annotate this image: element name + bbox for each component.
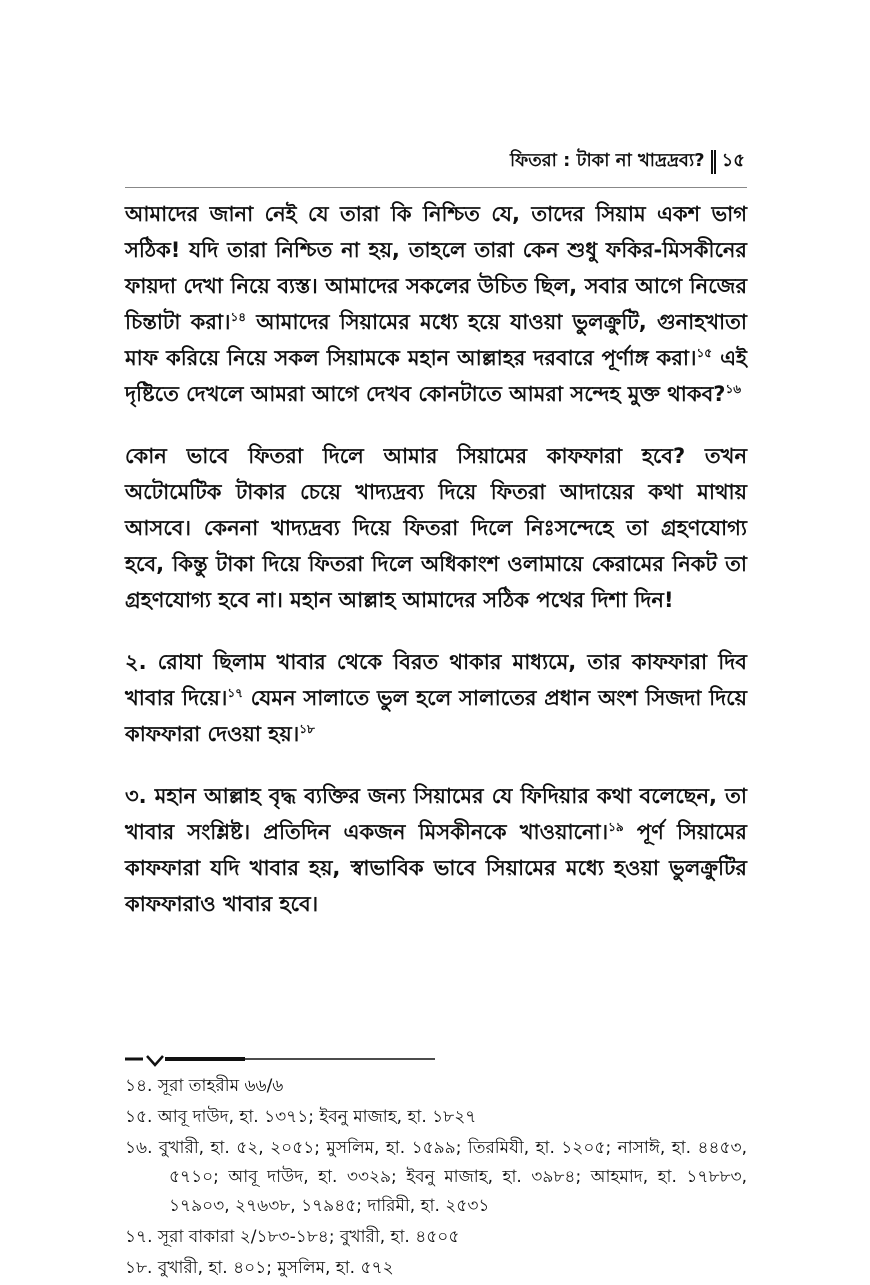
paragraph-1-text-a: আমাদের জানা নেই যে তারা কি নিশ্চিত যে, তাদের সিয়াম একশ ভাগ সঠিক! যদি তারা নিশ্চিত না হয়, তাহলে তারা কেন শুধু ফকির-মিসকীনের ফায়দা দেখা নিয়ে ব্যস্ত। আমাদের সকলের উচিত ছিল, সবার আগে নিজের চিন্তাটা করা। — [125, 202, 747, 334]
header-double-bar — [711, 150, 716, 174]
footnote-17: ১৭. সূরা বাকারা ২/১৮৩-১৮৪; বুখারী, হা. ৪৫০৫ — [125, 1227, 460, 1247]
footnote-ref-17: ১৭ — [227, 686, 243, 700]
paragraph-1-text-c: এই দৃষ্টিতে দেখলে আমরা আগে দেখব কোনটাতে আমরা সন্দেহ মুক্ত থাকব? — [125, 346, 747, 406]
paragraph-1-text-b: আমাদের সিয়ামের মধ্যে হয়ে যাওয়া ভুলক্রুটি, গুনাহখাতা মাফ করিয়ে নিয়ে সকল সিয়ামকে মহান আল্লাহর দরবারে পূর্ণাঙ্গ করা। — [125, 310, 747, 370]
paragraph-2 — [125, 438, 747, 618]
paragraph-4 — [125, 778, 747, 922]
paragraph-2-text: কোন ভাবে ফিতরা দিলে আমার সিয়ামের কাফফারা হবে? তখন অটোমেটিক টাকার চেয়ে খাদ্যদ্রব্য দিয়ে ফিতরা আদায়ের কথা মাথায় আসবে। কেননা খাদ্যদ্রব্য দিয়ে ফিতরা দিলে নিঃসন্দেহে তা গ্রহণযোগ্য হবে, কিন্তু টাকা দিয়ে ফিতরা দিলে অধিকাংশ ওলামায়ে কেরামের নিকট তা গ্রহণযোগ্য হবে না। মহান আল্লাহ আমাদের সঠিক পথের দিশা দিন! — [125, 444, 747, 612]
header-rule — [125, 187, 747, 188]
body-text — [125, 196, 747, 948]
footnote-15: ১৫. আবূ দাউদ, হা. ১৩৭১; ইবনু মাজাহ, হা. ১৮২৭ — [125, 1107, 477, 1127]
running-header-title: ফিতরা : টাকা না খাদ্রদ্রব্য? — [509, 150, 705, 171]
paragraph-3-text-a: ২. রোযা ছিলাম খাবার থেকে বিরত থাকার মাধ্যমে, তার কাফফারা দিব খাবার দিয়ে। — [125, 650, 747, 710]
paragraph-1 — [125, 196, 747, 412]
footnote-ref-15: ১৫ — [696, 346, 713, 360]
running-header — [510, 146, 745, 177]
footnote-18: ১৮. বুখারী, হা. ৪০১; মুসলিম, হা. ৫৭২ — [125, 1258, 394, 1278]
footnote-ref-19: ১৯ — [608, 820, 624, 834]
paragraph-3 — [125, 644, 747, 752]
footnote-ref-14: ১৪ — [230, 310, 247, 324]
footnote-ref-18: ১৮ — [299, 722, 315, 736]
footnote-14: ১৪. সূরা তাহরীম ৬৬/৬ — [125, 1076, 284, 1096]
paragraph-4-text-a: ৩. মহান আল্লাহ বৃদ্ধ ব্যক্তির জন্য সিয়ামের যে ফিদিয়ার কথা বলেছেন, তা খাবার সংশ্লিষ্ট। প্রতিদিন একজন মিসকীনকে খাওয়ানো। — [125, 784, 747, 844]
footnote-divider — [125, 1055, 435, 1067]
footnote-16: ১৬. বুখারী, হা. ৫২, ২০৫১; মুসলিম, হা. ১৫৯৯; তিরমিযী, হা. ১২০৫; নাসাঈ, হা. ৪৪৫৩, ৫৭১০; আবূ দাউদ, হা. ৩৩২৯; ইবনু মাজাহ, হা. ৩৯৮৪; আহমাদ, হা. ১৭৮৮৩, ১৭৯০৩, ২৭৬৩৮, ১৭৯৪৫; দারিমী, হা. ২৫৩১ — [125, 1138, 747, 1216]
footnote-ref-16: ১৬ — [725, 382, 742, 396]
paragraph-4-text-b: পূর্ণ সিয়ামের কাফফারা যদি খাবার হয়, স্বাভাবিক ভাবে সিয়ামের মধ্যে হওয়া ভুলক্রুটির কাফফারাও খাবার হবে। — [125, 820, 747, 916]
footnotes — [125, 1072, 747, 1285]
paragraph-3-text-b: যেমন সালাতে ভুল হলে সালাতের প্রধান অংশ সিজদা দিয়ে কাফফারা দেওয়া হয়। — [125, 686, 747, 746]
page-number: ১৫ — [721, 150, 745, 171]
